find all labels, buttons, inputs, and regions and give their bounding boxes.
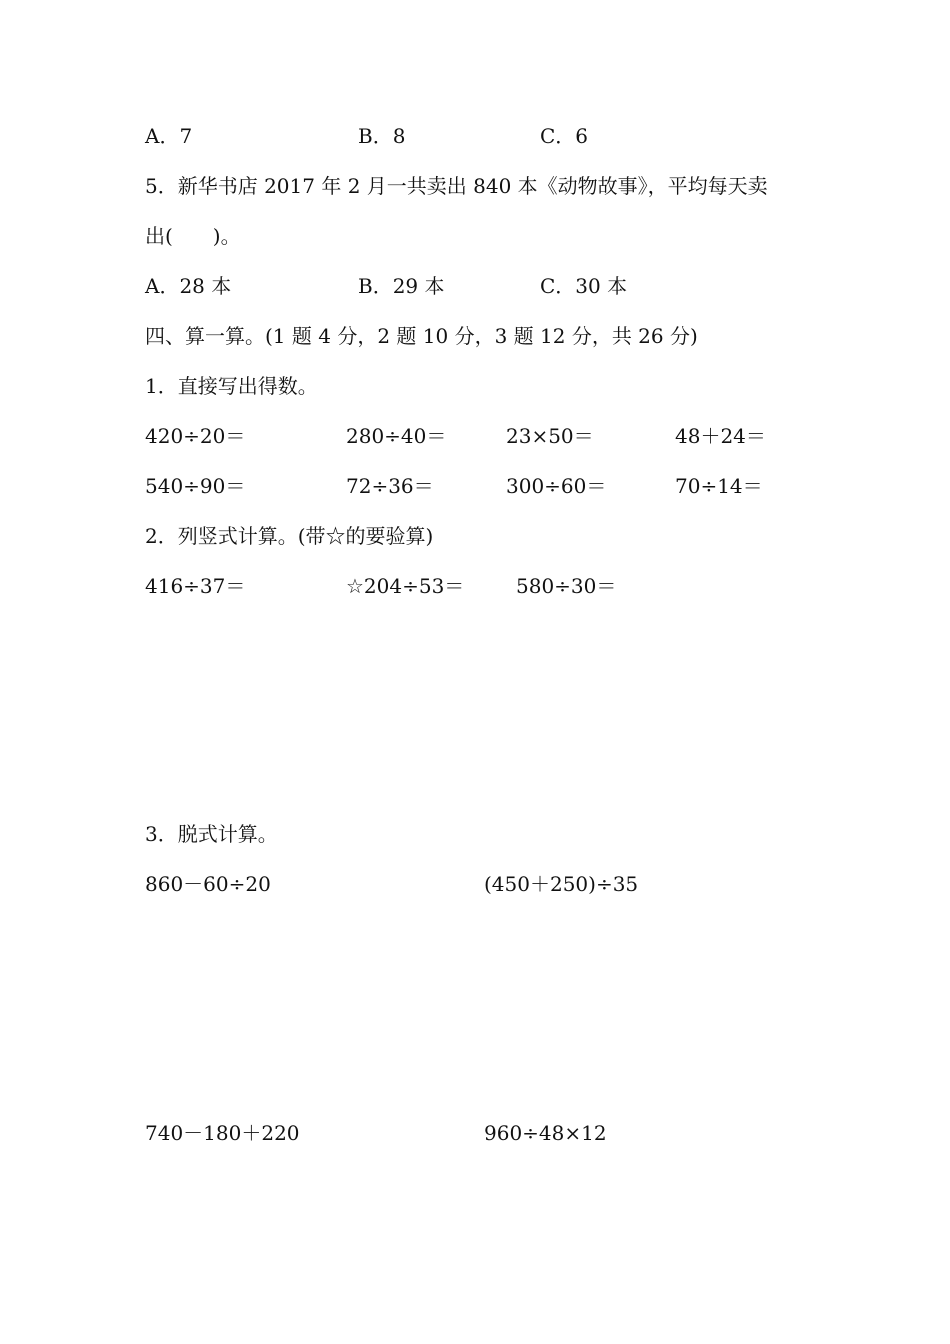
oral-calc-item: 70÷14＝ (675, 474, 763, 498)
stepwise-calc-item: 740－180＋220 (145, 1121, 300, 1145)
oral-calc-item: 420÷20＝ (145, 424, 246, 448)
oral-calc-item: 300÷60＝ (506, 474, 607, 498)
sub1-title: 1．直接写出得数。 (145, 374, 318, 398)
oral-calc-item: 540÷90＝ (145, 474, 246, 498)
q5-option-c: C．30 本 (540, 274, 628, 298)
oral-calc-item: 72÷36＝ (346, 474, 434, 498)
oral-calc-item: 23×50＝ (506, 424, 594, 448)
vertical-calc-item: ☆204÷53＝ (346, 574, 465, 598)
oral-calc-item: 280÷40＝ (346, 424, 447, 448)
sub2-title: 2．列竖式计算。(带☆的要验算) (145, 524, 434, 548)
q5-question-line1: 5．新华书店 2017 年 2 月一共卖出 840 本《动物故事》，平均每天卖 (145, 174, 768, 198)
q5-option-b: B．29 本 (358, 274, 445, 298)
q4-option-a: A．7 (145, 124, 193, 148)
stepwise-calc-item: (450＋250)÷35 (484, 872, 639, 896)
vertical-calc-item: 580÷30＝ (516, 574, 617, 598)
q5-option-a: A．28 本 (145, 274, 232, 298)
q4-option-b: B．8 (358, 124, 406, 148)
vertical-calc-item: 416÷37＝ (145, 574, 246, 598)
oral-calc-item: 48＋24＝ (675, 424, 766, 448)
stepwise-calc-item: 860－60÷20 (145, 872, 271, 896)
q4-option-c: C．6 (540, 124, 589, 148)
stepwise-calc-item: 960÷48×12 (484, 1121, 607, 1145)
section4-title: 四、算一算。(1 题 4 分，2 题 10 分，3 题 12 分，共 26 分) (145, 324, 698, 348)
sub3-title: 3．脱式计算。 (145, 822, 278, 846)
q5-question-line2: 出( )。 (145, 224, 241, 248)
